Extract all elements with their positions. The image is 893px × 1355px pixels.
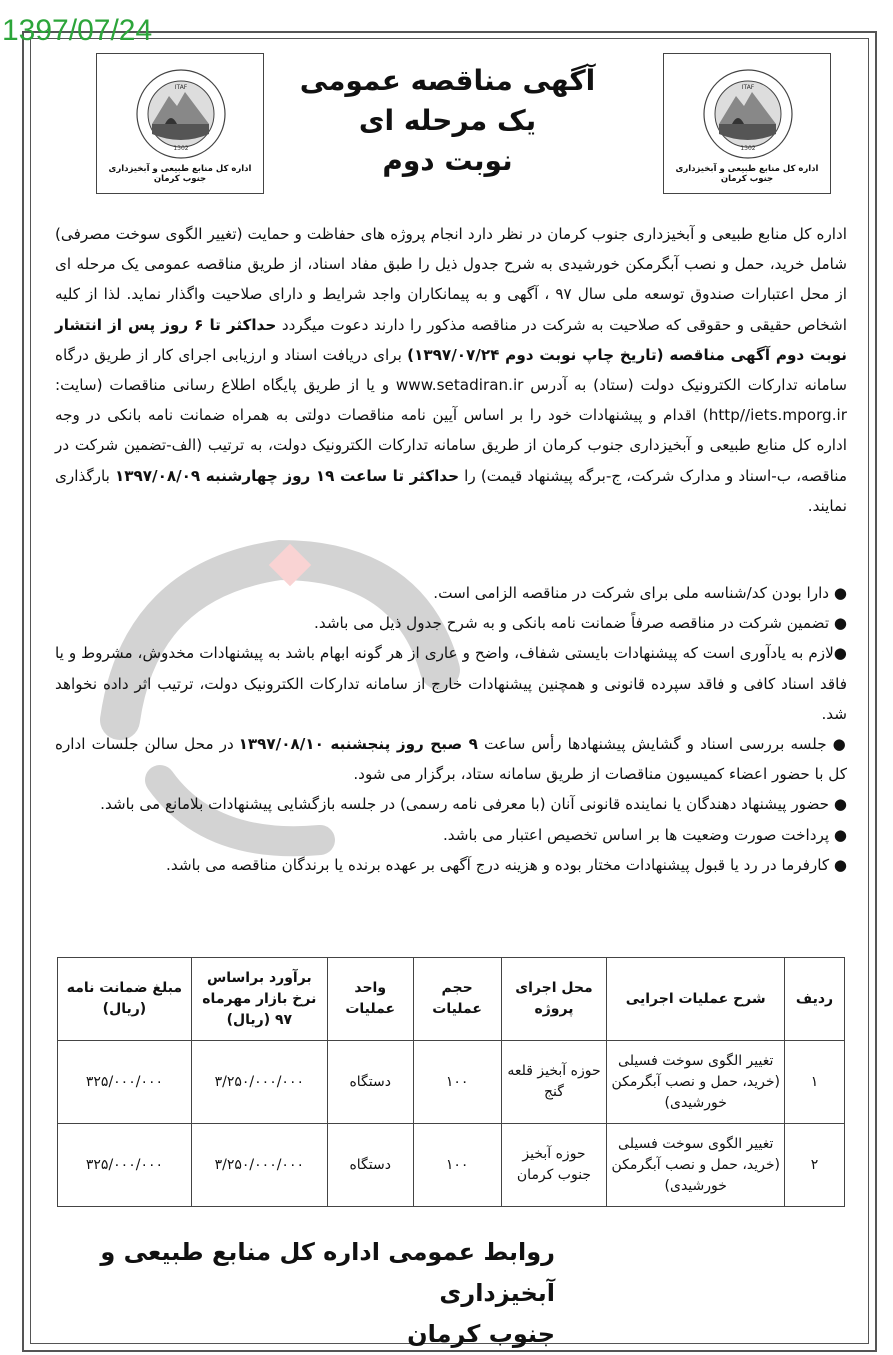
cell-volume: ۱۰۰	[413, 1041, 501, 1124]
table-header-row	[58, 958, 845, 1041]
cell-estimate: ۳/۲۵۰/۰۰۰/۰۰۰	[191, 1124, 327, 1207]
logo-top-label: ITAF	[174, 84, 188, 91]
cell-guarantee: ۳۲۵/۰۰۰/۰۰۰	[58, 1124, 192, 1207]
body-text-1: اداره کل منابع طبیعی و آبخیزداری جنوب کرمان در نظر دارد انجام پروژه های حفاظت و حمایت (تغییر الگوی سوخت مصرفی) شامل خرید، حمل و نصب آبگرمکن خورشیدی به شرح جدول ذیل را طبق مفاد اسناد، از طریق مناقصه عمومی یک مرحله ای از محل اعتبارات صندوق توسعه ملی سال ۹۷ ، آگهی و به پیمانکاران واجد شرایط و دارای صلاحیت واگذار نماید. لذا از کلیه اشخاص حقیقی و حقوقی که صلاحیت به شرکت در مناقصه مذکور را دارند دعوت میگردد	[55, 225, 848, 334]
list-item	[55, 608, 847, 638]
header-description: شرح عملیات اجرایی	[607, 958, 785, 1041]
bullet-text-6: پرداخت صورت وضعیت ها بر اساس تخصیص اعتبار می باشد.	[442, 825, 830, 844]
header-unit: واحد عملیات	[327, 958, 413, 1041]
date-stamp: 1397/07/24	[2, 14, 153, 47]
bullet-icon: ●	[833, 855, 847, 874]
cell-volume: ۱۰۰	[413, 1124, 501, 1207]
cell-location: حوزه آبخیز جنوب کرمان	[501, 1124, 607, 1207]
body-deadline-2: حداکثر تا ساعت ۱۹ روز چهارشنبه ۱۳۹۷/۰۸/۰۹	[114, 466, 460, 485]
list-item	[55, 820, 847, 850]
bullet-text-7: کارفرما در رد یا قبول پیشنهادات مختار بوده و هزینه درج آگهی بر عهده برنده یا برندگان مناقصه می باشد.	[166, 855, 830, 874]
bullet-text-4c: در محل سالن جلسات اداره کل با حضور اعضاء کمیسیون مناقصات از طریق سامانه ستاد، برگزار می شود.	[55, 735, 847, 784]
cell-guarantee: ۳۲۵/۰۰۰/۰۰۰	[58, 1041, 192, 1124]
list-item	[55, 578, 847, 608]
bullet-icon: ●	[833, 795, 847, 814]
bullet-text-5: حضور پیشنهاد دهندگان یا نماینده قانونی آنان (با معرفی نامه رسمی) در جلسه بازگشایی پیشنهادات بلامانع می باشد.	[100, 795, 830, 814]
bullet-text-3: لازم به یادآوری است که پیشنهادات بایستی شفاف، واضح و عاری از هر گونه ابهام باشد به پیشنهادات مخدوش، مشروط و یا فاقد اسناد کافی و فاقد سپرده قانونی و همچنین پیشنهادات خارج از سامانه تدارکات الکترونیک دولت، ترتیب اثر داده نخواهد شد.	[55, 644, 847, 723]
bullet-icon: ●	[833, 584, 847, 602]
operations-table	[57, 957, 845, 1207]
footer-line-1: روابط عمومی اداره کل منابع طبیعی و آبخیزداری	[100, 1238, 555, 1307]
footer-line-2: جنوب کرمان	[407, 1320, 555, 1348]
bullet-text-4b: ۹ صبح روز پنجشنبه ۱۳۹۷/۰۸/۱۰	[238, 735, 478, 754]
logo-top-label: ITAF	[741, 84, 755, 91]
conditions-list	[55, 578, 847, 880]
cell-location: حوزه آبخیز قلعه گنج	[501, 1041, 607, 1124]
bullet-icon: ●	[832, 735, 848, 754]
bullet-text-4a: جلسه بررسی اسناد و گشایش پیشنهادها رأس ساعت	[477, 735, 827, 754]
logo-year: 1302	[173, 145, 189, 152]
list-item	[55, 638, 847, 729]
cell-row-number: ۱	[785, 1041, 845, 1124]
cell-description: تغییر الگوی سوخت فسیلی (خرید، حمل و نصب آبگرمکن خورشیدی)	[607, 1041, 785, 1124]
header-location: محل اجرای پروژه	[501, 958, 607, 1041]
cell-unit: دستگاه	[327, 1041, 413, 1124]
list-item	[55, 850, 847, 880]
table-row	[58, 1041, 845, 1124]
logo-right	[663, 53, 831, 194]
cell-row-number: ۲	[785, 1124, 845, 1207]
bullet-icon: ●	[833, 644, 847, 663]
header-volume: حجم عملیات	[413, 958, 501, 1041]
title-line-3: نوبت دوم	[382, 144, 513, 177]
title-line-1: آگهی مناقصه عمومی	[299, 64, 596, 97]
logo-year: 1302	[740, 145, 756, 152]
bullet-icon: ●	[833, 825, 847, 844]
footer-signature	[55, 1232, 555, 1355]
announcement-body	[55, 219, 847, 521]
body-text-3: بارگذاری نمایند.	[55, 466, 847, 515]
body-text-2: برای دریافت اسناد و ارزیابی اجرای کار از طریق درگاه سامانه تدارکات الکترونیک دولت (ستاد) به آدرس www.setadiran.ir و یا از طریق پایگاه اطلاع رسانی مناقصات (سایت: http//iets.mporg.ir) اقدام و پیشنهادات خود را بر اساس آیین نامه مناقصات دولتی به همراه ضمانت نامه بانکی در وجه اداره کل منابع طبیعی و آبخیزداری جنوب کرمان از طریق سامانه تدارکات الکترونیک دولت، به ترتیب (الف-تضمین شرکت در مناقصه، ب-اسناد و مدارک شرکت، ج-برگه پیشنهاد قیمت) را	[55, 345, 847, 485]
logo-caption: اداره کل منابع طبیعی و آبخیزداری جنوب کرمان	[108, 164, 252, 184]
cell-estimate: ۳/۲۵۰/۰۰۰/۰۰۰	[191, 1041, 327, 1124]
bullet-text-1: دارا بودن کد/شناسه ملی برای شرکت در مناقصه الزامی است.	[433, 584, 830, 602]
list-item	[55, 789, 847, 819]
bullet-text-2: تضمین شرکت در مناقصه صرفاً ضمانت نامه بانکی و به شرح جدول ذیل می باشد.	[314, 614, 830, 633]
body-paragraph	[55, 219, 847, 521]
list-item	[55, 729, 847, 789]
body-deadline-1: حداکثر تا ۶ روز پس از انتشار نوبت دوم آگهی مناقصه (تاریخ چاپ نوبت دوم ۱۳۹۷/۰۷/۲۴)	[55, 315, 847, 364]
header-estimate: برآورد براساس نرخ بازار مهرماه ۹۷ (ریال)	[191, 958, 327, 1041]
logo-left	[96, 53, 264, 194]
header-guarantee: مبلغ ضمانت نامه (ریال)	[58, 958, 192, 1041]
table-row	[58, 1124, 845, 1207]
bullet-icon: ●	[833, 614, 847, 633]
cell-description: تغییر الگوی سوخت فسیلی (خرید، حمل و نصب آبگرمکن خورشیدی)	[607, 1124, 785, 1207]
logo-caption: اداره کل منابع طبیعی و آبخیزداری جنوب کرمان	[675, 164, 819, 184]
header-row-number: ردیف	[785, 958, 845, 1041]
cell-unit: دستگاه	[327, 1124, 413, 1207]
title-line-2: یک مرحله ای	[358, 104, 537, 137]
